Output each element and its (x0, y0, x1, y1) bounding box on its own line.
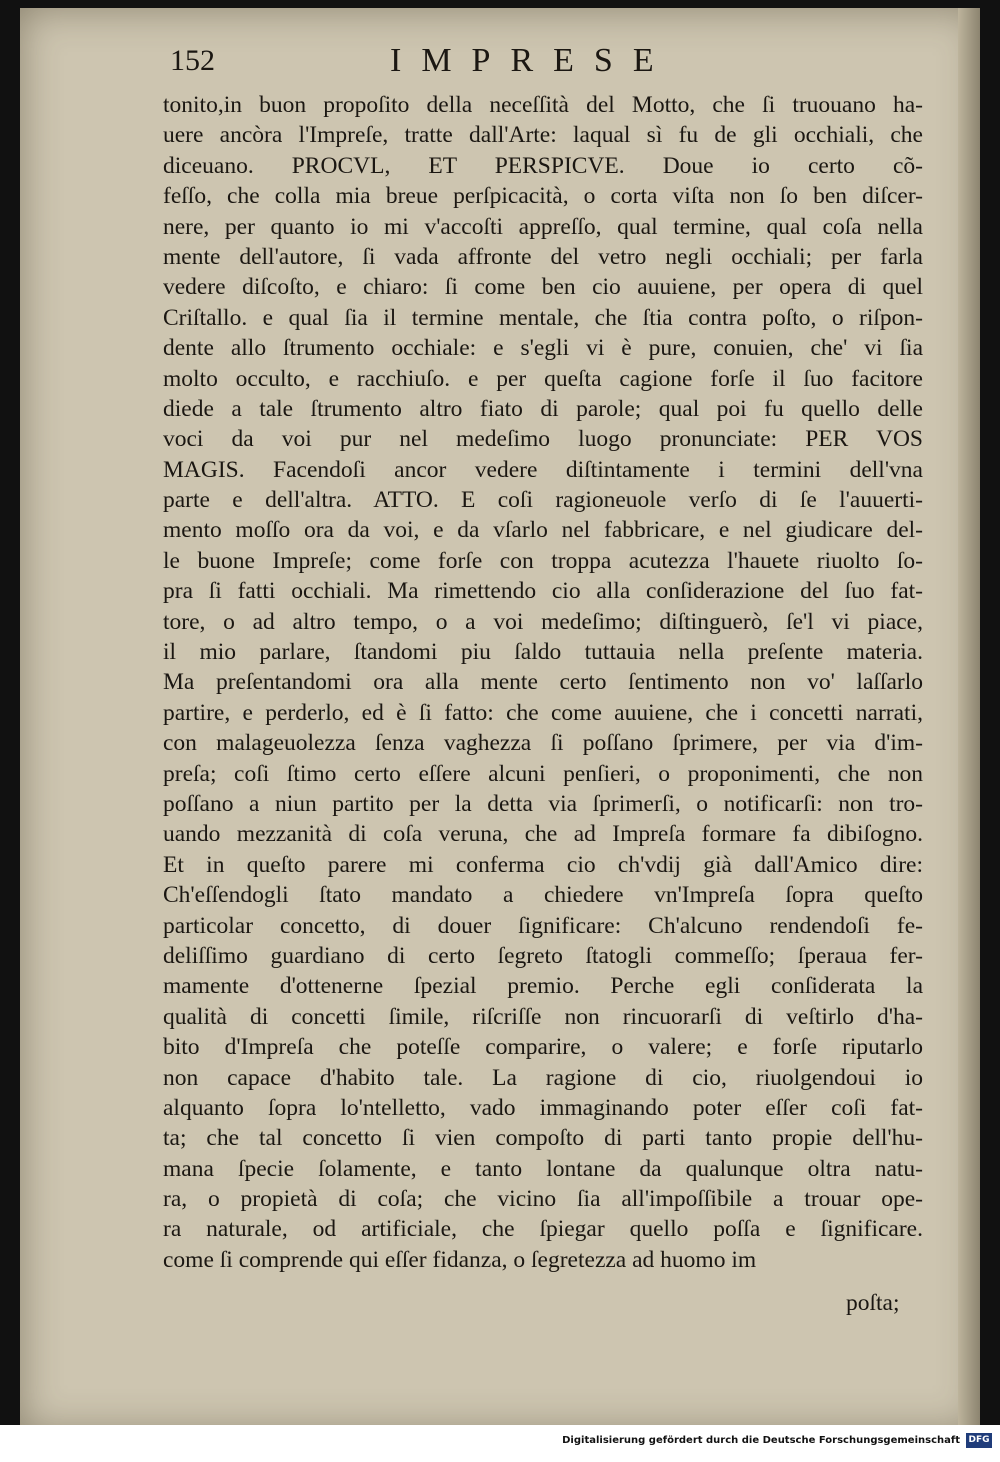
text-line: molto occulto, e racchiuſo. e per queſta cagione forſe il ſuo facitore (163, 365, 923, 392)
text-line: ra, o propietà di coſa; che vicino ſia all'impoſſibile a trouar ope- (163, 1186, 923, 1213)
text-line: Ma preſentandomi ora alla mente certo ſentimento non vo' laſſarlo (163, 669, 923, 696)
text-line: voci da voi pur nel medeſimo luogo pronunciate: PER VOS (163, 426, 923, 453)
text-line: con malageuolezza ſenza vaghezza ſi poſſano ſprimere, per via d'im- (163, 730, 923, 757)
text-line: diede a tale ſtrumento altro fiato di parole; qual poi fu quello delle (163, 395, 923, 422)
text-line: deliſſimo guardiano di certo ſegreto ſtatogli commeſſo; ſperaua fer- (163, 942, 923, 969)
book-page (20, 8, 980, 1433)
text-line: mamente d'ottenerne ſpezial premio. Perche egli conſiderata la (163, 973, 923, 1000)
text-line: tore, o ad altro tempo, o a voi medeſimo; diſtinguerò, ſe'l vi piace, (163, 608, 923, 635)
page-gutter (958, 8, 980, 1433)
text-line: mana ſpecie ſolamente, e tanto lontane da qualunque oltra natu- (163, 1155, 923, 1182)
dfg-logo-icon: DFG (966, 1433, 992, 1448)
text-line: particolar concetto, di douer ſignificare: Ch'alcuno rendendoſi fe- (163, 912, 923, 939)
text-line: parte e dell'altra. ATTO. E coſi ragioneuole verſo di ſe l'auuerti- (163, 487, 923, 514)
text-line: mente dell'autore, ſi vada affronte del vetro negli occhiali; per farla (163, 243, 923, 270)
text-line: MAGIS. Facendoſi ancor vedere diſtintamente i termini dell'vna (163, 456, 923, 483)
page-header (170, 38, 770, 78)
text-line: alquanto ſopra lo'ntelletto, vado immaginando poter eſſer coſi fat- (163, 1094, 923, 1121)
running-head: IMPRESE (390, 42, 674, 79)
text-line: ta; che tal concetto ſi vien compoſto di parti tanto propie dell'hu- (163, 1125, 923, 1152)
text-line: partire, e perderlo, ed è ſi fatto: che come auuiene, che i concetti narrati, (163, 699, 923, 726)
credit-bar (0, 1425, 1000, 1462)
text-line: uere ancòra l'Impreſe, tratte dall'Arte: laqual sì fu de gli occhiali, che (163, 122, 923, 149)
catchword: poſta; (846, 1290, 900, 1316)
text-line: ra naturale, od artificiale, che ſpiegar quello poſſa e ſignificare. (163, 1216, 923, 1243)
text-line: Et in queſto parere mi conferma cio ch'vdij già dall'Amico dire: (163, 851, 923, 878)
text-line: le buone Impreſe; come forſe con troppa acutezza l'hauete riuolto ſo- (163, 547, 923, 574)
text-line: non capace d'habito tale. La ragione di cio, riuolgendoui io (163, 1064, 923, 1091)
text-line: poſſano a niun partito per la detta via ſprimerſi, o notificarſi: non tro- (163, 790, 923, 817)
text-line: Ch'eſſendogli ſtato mandato a chiedere vn'Impreſa ſopra queſto (163, 882, 923, 909)
text-line: mento moſſo ora da voi, e da vſarlo nel fabbricare, e nel giudicare del- (163, 517, 923, 544)
text-line: feſſo, che colla mia breue perſpicacità, o corta viſta non ſo ben diſcer- (163, 183, 923, 210)
text-line: pra ſi fatti occhiali. Ma rimettendo cio alla conſiderazione del ſuo fat- (163, 578, 923, 605)
text-line: come ſi comprende qui eſſer fidanza, o ſegretezza ad huomo im (163, 1246, 757, 1273)
funding-credit: Digitalisierung gefördert durch die Deutsche Forschungsgemeinschaft (562, 1435, 960, 1446)
text-line: il mio parlare, ſtandomi piu ſaldo tuttauia nella preſente materia. (163, 639, 923, 666)
text-line: diceuano. PROCVL, ET PERSPICVE. Doue io certo cõ- (163, 152, 923, 179)
text-line: vedere diſcoſto, e chiaro: ſi come ben cio auuiene, per opera di quel (163, 274, 923, 301)
text-line: dente allo ſtrumento occhiale: e s'egli vi è pure, conuien, che' vi ſia (163, 335, 923, 362)
text-line: nere, per quanto io mi v'accoſti appreſſo, qual termine, qual coſa nella (163, 213, 923, 240)
text-line: uando mezzanità di coſa veruna, che ad Impreſa formare fa dibiſogno. (163, 821, 923, 848)
text-line: tonito,in buon propoſito della neceſſità del Motto, che ſi truouano ha- (163, 92, 923, 118)
text-line: preſa; coſi ſtimo certo eſſere alcuni penſieri, o proponimenti, che non (163, 760, 923, 787)
page-number: 152 (170, 44, 215, 77)
body-text (163, 90, 923, 1275)
text-line: qualità di concetti ſimile, riſcriſſe non rincuorarſi di veſtirlo d'ha- (163, 1003, 923, 1030)
text-line: bito d'Impreſa che poteſſe comparire, o valere; e forſe riputarlo (163, 1034, 923, 1061)
text-line: Criſtallo. e qual ſia il termine mentale, che ſtia contra poſto, o riſpon- (163, 304, 923, 331)
